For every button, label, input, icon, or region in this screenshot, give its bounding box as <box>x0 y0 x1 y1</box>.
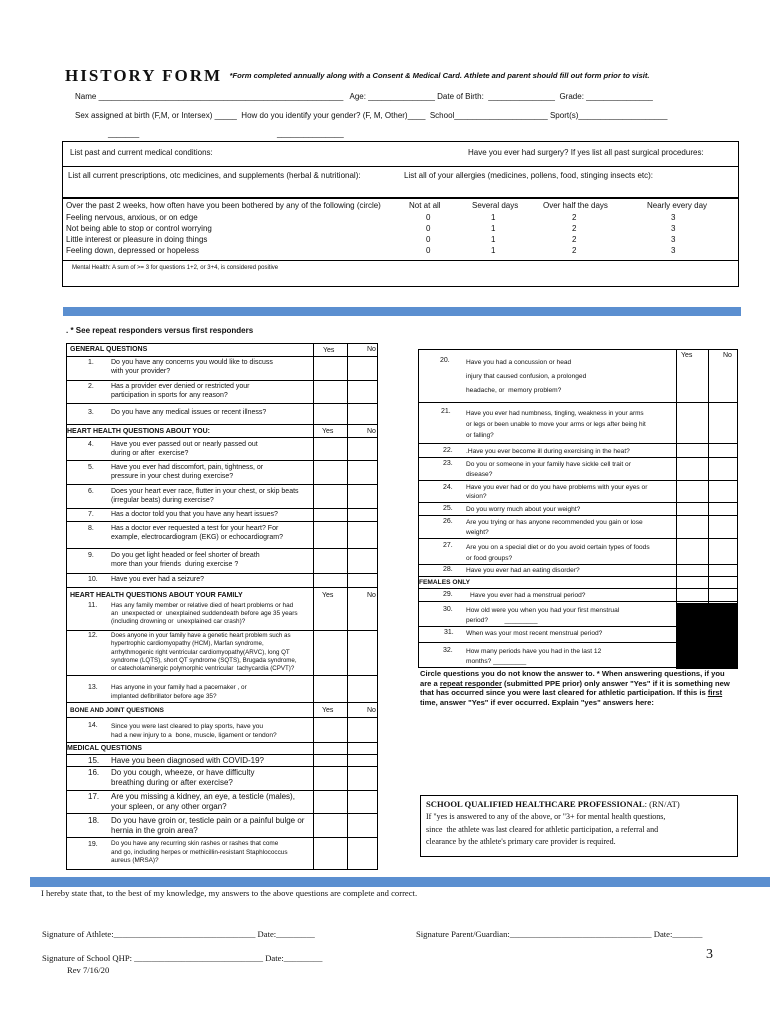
divider <box>418 564 738 565</box>
instruction-text: that has occurred since you were last cleared for athletic participation. If this is <box>420 688 708 697</box>
question-text: Has any family member or relative died of heart problems or had an unexpected or unexplained suddendeath before age 35 years (including drowning or unexplained car crash)? <box>111 602 298 625</box>
question-number: 20. <box>440 357 450 364</box>
conditions-label[interactable]: List past and current medical conditions: <box>70 148 213 157</box>
divider <box>66 521 378 522</box>
instruction-text: are a <box>420 678 440 688</box>
divider <box>66 717 378 718</box>
circle-instructions <box>420 669 730 707</box>
no-header: No <box>723 352 732 359</box>
question-text: Are you missing a kidney, an eye, a testicle (males), your spleen, or any other organ? <box>111 792 295 811</box>
question-text: Has anyone in your family had a pacemaker , or implanted defibrillator before age 35? <box>111 684 247 700</box>
question-text: .Have you ever become ill during exercising in the heat? <box>466 448 630 455</box>
athlete-signature[interactable]: Signature of Athlete:_________________________________ Date:_________ <box>42 929 315 939</box>
question-number: 25. <box>443 505 453 512</box>
divider <box>418 502 738 503</box>
mh-score[interactable]: 1 <box>491 246 496 255</box>
divider <box>418 443 738 444</box>
question-text: Have you ever had a menstrual period? <box>470 592 586 599</box>
page-number: 3 <box>706 947 713 962</box>
divider <box>66 356 378 357</box>
mh-score[interactable]: 3 <box>671 213 676 222</box>
question-text: Have you had a concussion or head injury that caused confusion, a prolonged headache, or memory problem? <box>466 359 587 394</box>
question-text: Have you ever had or do you have problems with your eyes or vision? <box>466 484 648 500</box>
mh-item-label: Not being able to stop or control worrying <box>66 224 212 233</box>
question-text: Do you cough, wheeze, or have difficulty breathing during or after exercise? <box>111 768 255 787</box>
question-text: Have you ever had numbness, tingling, weakness in your arms or legs or been unable to move your arms or legs after being hit or falling? <box>466 410 646 439</box>
mh-item-label: Feeling nervous, anxious, or on edge <box>66 213 198 222</box>
question-text: Has a doctor ever requested a test for your heart? For example, electrocardiogram (EKG) or echocardiogram? <box>111 525 283 541</box>
divider <box>66 702 378 703</box>
mh-item-label: Little interest or pleasure in doing things <box>66 235 208 244</box>
no-header: No <box>367 346 376 353</box>
divider <box>66 380 378 381</box>
name-row[interactable]: Name _______________________________________________________ Age: _______________ Date of Birth: _______________ Grade: _______________ <box>75 92 653 101</box>
question-number: 23. <box>443 460 453 467</box>
no-header: No <box>367 592 376 599</box>
parent-signature[interactable]: Signature Parent/Guardian:_________________________________ Date:_______ <box>416 929 703 939</box>
qhp-signature[interactable]: Signature of School QHP: ______________________________ Date:_________ <box>42 953 323 963</box>
question-text: Does anyone in your family have a genetic heart problem such as hypertrophic cardiomyopathy (HCM), Marfan syndrome, arrhythmogenic right ventricular cardiomyopathy(ARVC), long QT syndrome (LQTS), short QT syndrome (SQTS), Brugada syndrome, or catecholaminergic polymorphic ventricular tachycardia (CPVT)? <box>111 632 297 673</box>
instruction-text: (submitted PPE prior) only answer "Yes" if it is something new <box>501 678 730 688</box>
mh-score[interactable]: 2 <box>572 235 577 244</box>
mh-score[interactable]: 0 <box>426 213 431 222</box>
divider <box>66 508 378 509</box>
sex-row[interactable]: Sex assigned at birth (F,M, or Intersex) _____ How do you identify your gender? (F, M, Other)____ School_____________________ Sport(s)____________________ <box>75 111 668 120</box>
question-text: Have you ever had discomfort, pain, tightness, or pressure in your chest during exercise? <box>111 464 264 480</box>
divider <box>62 166 739 167</box>
question-number: 32. <box>443 647 453 654</box>
surgery-label[interactable]: Have you ever had surgery? If yes list all past surgical procedures: <box>468 148 704 157</box>
question-text: How old were you when you had your first menstrual period? _________ <box>466 607 620 624</box>
divider <box>66 548 378 549</box>
question-number: 1. <box>88 359 94 366</box>
question-text: Does your heart ever race, flutter in your chest, or skip beats (irregular beats) during exercise? <box>111 488 299 504</box>
question-number: 22. <box>443 447 453 454</box>
question-text: Has a provider ever denied or restricted your participation in sports for any reason? <box>111 383 250 399</box>
section-band <box>63 307 741 316</box>
shaded-cells <box>676 603 738 669</box>
form-subtitle: *Form completed annually along with a Consent & Medical Card. Athlete and parent should fill out form prior to visit. <box>229 71 650 80</box>
divider <box>66 484 378 485</box>
question-number: 27. <box>443 542 453 549</box>
yes-header: Yes <box>322 707 334 714</box>
divider <box>66 630 378 631</box>
divider <box>66 403 378 404</box>
yes-header: Yes <box>681 352 693 359</box>
question-number: 19. <box>88 841 98 848</box>
question-text: Has a doctor told you that you have any heart issues? <box>111 511 278 518</box>
question-text: Do you have groin or, testicle pain or a painful bulge or hernia in the groin area? <box>111 816 305 835</box>
yes-header: Yes <box>323 347 335 354</box>
form-header <box>65 66 649 86</box>
question-number: 16. <box>88 768 100 777</box>
divider <box>418 402 738 403</box>
mh-score[interactable]: 0 <box>426 224 431 233</box>
question-number: 2. <box>88 383 94 390</box>
no-header: No <box>367 707 376 714</box>
question-number: 7. <box>88 511 94 518</box>
question-number: 26. <box>443 518 453 525</box>
divider <box>66 587 378 588</box>
question-text: Have you been diagnosed with COVID-19? <box>111 756 264 765</box>
col-several-days: Several days <box>472 201 519 210</box>
prescriptions-label[interactable]: List all current prescriptions, otc medicines, and supplements (herbal & nutritional): <box>68 171 361 180</box>
question-number: 30. <box>443 606 453 613</box>
col-over-half: Over half the days <box>543 201 608 210</box>
question-text: Since you were last cleared to play sports, have you had a new injury to a bone, muscle, ligament or tendon? <box>111 723 277 739</box>
divider <box>66 675 378 676</box>
question-number: 17. <box>88 792 100 801</box>
divider <box>66 813 378 814</box>
question-text: Do you have any medical issues or recent illness? <box>111 409 267 416</box>
mh-score[interactable]: 1 <box>491 213 496 222</box>
question-number: 12. <box>88 632 98 639</box>
mh-score[interactable]: 0 <box>426 235 431 244</box>
divider <box>66 460 378 461</box>
statement: I hereby state that, to the best of my knowledge, my answers to the above questions are complete and correct. <box>41 888 418 898</box>
explain-answers-area[interactable] <box>420 706 738 792</box>
question-text: Do you have any concerns you would like to discuss with your provider? <box>111 359 273 375</box>
question-number: 31. <box>444 629 454 636</box>
divider <box>418 576 738 577</box>
divider <box>66 424 378 425</box>
section-females-header: FEMALES ONLY <box>419 579 471 586</box>
question-number: 29. <box>443 591 453 598</box>
question-number: 11. <box>88 602 98 609</box>
instruction-line <box>420 688 730 698</box>
mh-score[interactable]: 3 <box>671 246 676 255</box>
form-title: HISTORY FORM <box>65 66 223 85</box>
question-text: How many periods have you had in the last 12 months? _________ <box>466 648 602 665</box>
question-text: Do you get light headed or feel shorter of breath more than your friends during exercise ? <box>111 552 260 568</box>
mh-score[interactable]: 1 <box>491 224 496 233</box>
qhp-title-line <box>426 799 680 809</box>
qhp-title: SCHOOL QUALIFIED HEALTHCARE PROFESSIONAL <box>426 799 645 809</box>
question-text: Have you ever had a seizure? <box>111 576 204 583</box>
section-medical-header: MEDICAL QUESTIONS <box>67 745 142 752</box>
section-bone-header: BONE AND JOINT QUESTIONS <box>70 707 164 714</box>
divider <box>62 260 739 261</box>
yes-header: Yes <box>322 592 334 599</box>
question-text: Are you trying or has anyone recommended you gain or lose weight? <box>466 519 643 536</box>
question-number: 13. <box>88 684 98 691</box>
qhp-title-suffix: : (RN/AT) <box>644 799 680 809</box>
question-text: When was your most recent menstrual period? <box>466 630 603 637</box>
mh-score[interactable]: 2 <box>572 246 577 255</box>
qhp-body: If "yes is answered to any of the above, or "3+ for mental health questions, since the athlete was last cleared for athletic participation, a referral and clearance by the athlete's primary care provider is required. <box>426 812 666 846</box>
mh-score[interactable]: 3 <box>671 224 676 233</box>
instruction-line: time, answer "Yes" if ever occurred. Explain "yes" answers here: <box>420 697 654 707</box>
question-text: Have you ever had an eating disorder? <box>466 567 580 574</box>
mh-score[interactable]: 0 <box>426 246 431 255</box>
divider <box>418 457 738 458</box>
divider <box>418 538 738 539</box>
question-number: 18. <box>88 816 100 825</box>
divider <box>66 766 378 767</box>
divider <box>418 480 738 481</box>
divider <box>66 742 378 743</box>
repeat-note: . * See repeat responders versus first responders <box>66 326 254 335</box>
no-header: No <box>367 428 376 435</box>
section-band <box>30 877 770 887</box>
question-text: Have you ever passed out or nearly passed out during or after exercise? <box>111 441 258 457</box>
mental-health-question: Over the past 2 weeks, how often have you been bothered by any of the following (circle) <box>66 201 381 210</box>
question-number: 9. <box>88 552 94 559</box>
question-number: 14. <box>88 722 98 729</box>
question-number: 24. <box>443 484 453 491</box>
question-text: Do you worry much about your weight? <box>466 506 581 513</box>
divider <box>418 588 738 589</box>
yes-header: Yes <box>322 428 334 435</box>
mental-health-note: Mental Health: A sum of >= 3 for questions 1+2, or 3+4, is considered positive <box>72 265 279 271</box>
question-number: 15. <box>88 756 100 765</box>
divider <box>66 437 378 438</box>
mh-score[interactable]: 2 <box>572 213 577 222</box>
section-general-header: GENERAL QUESTIONS <box>70 346 148 353</box>
mh-score[interactable]: 3 <box>671 235 676 244</box>
question-text: Are you on a special diet or do you avoid certain types of foods or food groups? <box>466 544 650 562</box>
question-number: 21. <box>441 408 451 415</box>
question-number: 5. <box>88 464 94 471</box>
section-family-header: HEART HEALTH QUESTIONS ABOUT YOUR FAMILY <box>70 592 243 599</box>
underline-row: _______ _______________ <box>108 129 344 138</box>
revision: Rev 7/16/20 <box>67 965 110 975</box>
question-number: 28. <box>443 566 453 573</box>
divider <box>418 515 738 516</box>
section-heart-header: HEART HEALTH QUESTIONS ABOUT YOU: <box>67 428 210 435</box>
divider <box>66 837 378 838</box>
instruction-text: first <box>707 688 723 697</box>
mh-score[interactable]: 1 <box>491 235 496 244</box>
divider <box>66 790 378 791</box>
instruction-line: Circle questions you do not know the answer to. * When answering questions, if you <box>420 669 725 678</box>
divider <box>418 601 738 602</box>
divider <box>66 573 378 574</box>
question-number: 6. <box>88 488 94 495</box>
question-text: Do you or someone in your family have sickle cell trait or disease? <box>466 461 631 478</box>
question-number: 10. <box>88 576 98 583</box>
instruction-text: repeat responder <box>439 678 502 688</box>
col-not-at-all: Not at all <box>409 201 441 210</box>
question-text: Do you have any recurring skin rashes or rashes that come and go, including herpes or methicillin-resistant Staphlococcus aureus (MRSA)? <box>111 840 288 864</box>
mh-item-label: Feeling down, depressed or hopeless <box>66 246 199 255</box>
instruction-line <box>420 679 730 689</box>
mh-score[interactable]: 2 <box>572 224 577 233</box>
question-number: 3. <box>88 409 94 416</box>
question-number: 4. <box>88 441 94 448</box>
question-number: 8. <box>88 525 94 532</box>
divider <box>66 754 378 755</box>
col-nearly-every-day: Nearly every day <box>647 201 708 210</box>
allergies-label[interactable]: List all of your allergies (medicines, pollens, food, stinging insects etc): <box>404 171 654 180</box>
